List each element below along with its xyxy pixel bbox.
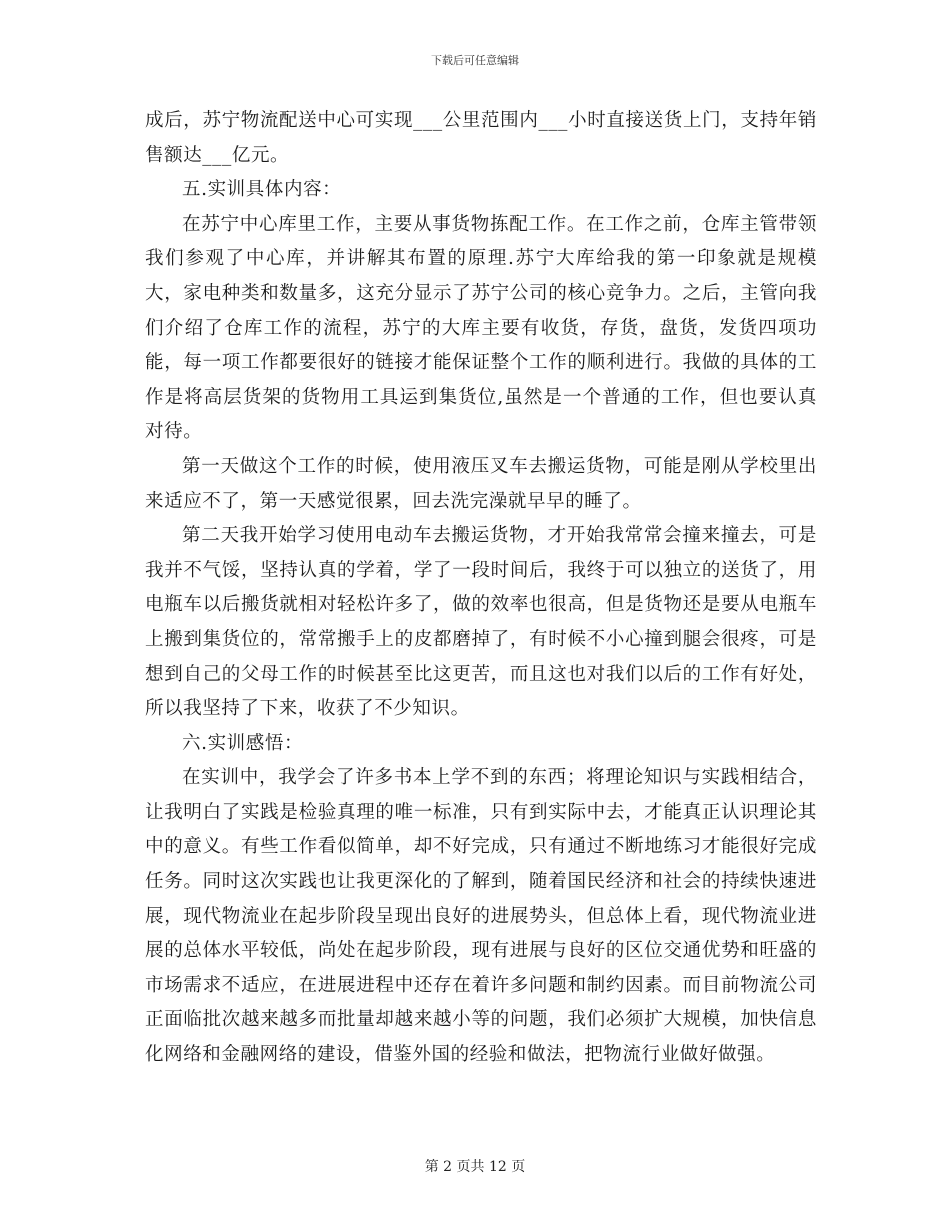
- page-header: 下载后可任意编辑: [431, 54, 519, 67]
- paragraph-continuation: 成后，苏宁物流配送中心可实现___公里范围内___小时直接送货上门，支持年销售额达___亿元。: [145, 110, 817, 166]
- page-number: 第 2 页共 12 页: [424, 1159, 526, 1175]
- paragraph-warehouse-work: 在苏宁中心库里工作，主要从事货物拣配工作。在工作之前，仓库主管带领我们参观了中心库，并讲解其布置的原理.苏宁大库给我的第一印象就是规模大，家电种类和数量多，这充分显示了苏宁公司的核心竞争力。之后，主管向我们介绍了仓库工作的流程，苏宁的大库主要有收货，存货，盘货，发货四项功能，每一项工作都要很好的链接才能保证整个工作的顺利进行。我做的具体的工作是将高层货架的货物用工具运到集货位,虽然是一个普通的工作，但也要认真对待。: [145, 213, 817, 443]
- section-heading-6: 六.实训感悟：: [182, 732, 304, 754]
- paragraph-reflection: 在实训中，我学会了许多书本上学不到的东西；将理论知识与实践相结合，让我明白了实践是检验真理的唯一标准，只有到实际中去，才能真正认识理论其中的意义。有些工作看似简单，却不好完成，只有通过不断地练习才能很好完成任务。同时这次实践也让我更深化的了解到，随着国民经济和社会的持续快速进展，现代物流业在起步阶段呈现出良好的进展势头，但总体上看，现代物流业进展的总体水平较低，尚处在起步阶段，现有进展与良好的区位交通优势和旺盛的市场需求不适应，在进展进程中还存在着许多问题和制约因素。而目前物流公司正面临批次越来越多而批量却越来越小等的问题，我们必须扩大规模，加快信息化网络和金融网络的建设，借鉴外国的经验和做法，把物流行业做好做强。: [145, 767, 817, 1066]
- paragraph-second-day: 第二天我开始学习使用电动车去搬运货物，才开始我常常会撞来撞去，可是我并不气馁，坚持认真的学着，学了一段时间后，我终于可以独立的送货了，用电瓶车以后搬货就相对轻松许多了，做的效率也很高，但是货物还是要从电瓶车上搬到集货位的，常常搬手上的皮都磨掉了，有时候不小心撞到腿会很疼，可是想到自己的父母工作的时候甚至比这更苦，而且这也对我们以后的工作有好处，所以我坚持了下来，收获了不少知识。: [145, 525, 817, 720]
- document-body: [145, 104, 817, 1073]
- section-heading-5: 五.实训具体内容：: [182, 179, 342, 201]
- paragraph-first-day: 第一天做这个工作的时候，使用液压叉车去搬运货物，可能是刚从学校里出来适应不了，第一天感觉很累，回去洗完澡就早早的睡了。: [145, 455, 817, 512]
